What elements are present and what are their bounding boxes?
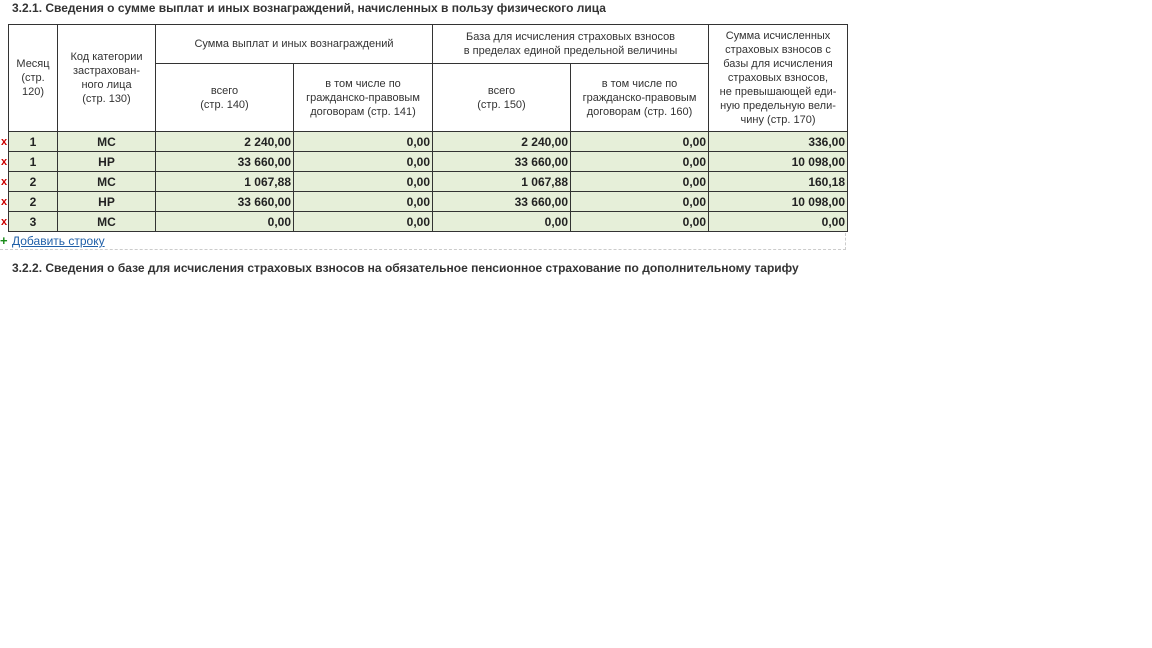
cell-category-code[interactable]: МС (58, 212, 156, 232)
cell-category-code[interactable]: НР (58, 152, 156, 172)
section-title-321: 3.2.1. Сведения о сумме выплат и иных вознаграждений, начисленных в пользу физического лица (12, 1, 606, 15)
add-row-bar (0, 233, 846, 250)
cell-payments-civil[interactable]: 0,00 (294, 132, 433, 152)
cell-category-code[interactable]: МС (58, 172, 156, 192)
cell-payments-civil[interactable]: 0,00 (294, 212, 433, 232)
header-base-total (433, 64, 571, 132)
cell-payments-civil[interactable]: 0,00 (294, 192, 433, 212)
cell-payments-civil[interactable]: 0,00 (294, 152, 433, 172)
delete-row-icon[interactable]: x (0, 136, 8, 148)
header-payments-civil (294, 64, 433, 132)
cell-payments-total[interactable]: 33 660,00 (156, 152, 294, 172)
cell-payments-total[interactable]: 1 067,88 (156, 172, 294, 192)
header-line: не превышающей еди- (719, 86, 837, 98)
header-line: в пределах единой предельной величины (463, 45, 678, 57)
header-base-group (433, 25, 709, 64)
cell-contributions[interactable]: 10 098,00 (709, 192, 848, 212)
table-row (9, 192, 848, 212)
header-line: гражданско-правовым (582, 91, 697, 104)
payments-table-container (8, 24, 848, 232)
header-line: Код категории (70, 51, 143, 63)
header-line: База для исчисления страховых взносов (465, 31, 676, 43)
cell-base-total[interactable]: 33 660,00 (433, 192, 571, 212)
cell-base-civil[interactable]: 0,00 (571, 172, 709, 192)
header-month (9, 25, 58, 132)
cell-base-civil[interactable]: 0,00 (571, 132, 709, 152)
cell-category-code[interactable]: НР (58, 192, 156, 212)
payments-table (8, 24, 848, 232)
cell-base-civil[interactable]: 0,00 (571, 152, 709, 172)
table-body (9, 132, 848, 232)
header-line: страховых взносов, (727, 72, 829, 84)
cell-base-civil[interactable]: 0,00 (571, 212, 709, 232)
header-line: базы для исчисления (723, 58, 833, 70)
header-payments-total (156, 64, 294, 132)
header-line: Сумма выплат и иных вознаграждений (194, 38, 394, 50)
cell-base-civil[interactable]: 0,00 (571, 192, 709, 212)
header-category-code (58, 25, 156, 132)
header-line: (стр. 150) (477, 98, 526, 111)
header-line: (стр. (21, 72, 45, 84)
header-line: ную предельную вели- (720, 100, 836, 112)
table-row (9, 132, 848, 152)
header-line: гражданско-правовым (306, 91, 420, 104)
header-line: договорам (стр. 141) (310, 105, 416, 118)
header-line: чину (стр. 170) (740, 114, 816, 126)
cell-month[interactable]: 1 (9, 152, 58, 172)
add-row-link[interactable]: Добавить строку (12, 234, 105, 248)
cell-category-code[interactable]: МС (58, 132, 156, 152)
plus-icon[interactable]: + (0, 233, 8, 248)
header-line: (стр. 130) (82, 93, 131, 105)
cell-contributions[interactable]: 336,00 (709, 132, 848, 152)
header-line: ного лица (81, 79, 132, 91)
header-line: 120) (21, 86, 45, 98)
cell-contributions[interactable]: 0,00 (709, 212, 848, 232)
cell-base-total[interactable]: 0,00 (433, 212, 571, 232)
header-line: (стр. 140) (200, 98, 249, 111)
header-line: в том числе по (601, 77, 678, 90)
cell-payments-civil[interactable]: 0,00 (294, 172, 433, 192)
table-row (9, 172, 848, 192)
delete-row-icon[interactable]: x (0, 156, 8, 168)
cell-base-total[interactable]: 33 660,00 (433, 152, 571, 172)
header-line: договорам (стр. 160) (586, 105, 693, 118)
cell-payments-total[interactable]: 0,00 (156, 212, 294, 232)
header-line: всего (487, 84, 516, 97)
cell-payments-total[interactable]: 33 660,00 (156, 192, 294, 212)
delete-row-icon[interactable]: x (0, 216, 8, 228)
cell-base-total[interactable]: 2 240,00 (433, 132, 571, 152)
cell-month[interactable]: 3 (9, 212, 58, 232)
header-line: в том числе по (325, 77, 401, 90)
table-row (9, 212, 848, 232)
header-line: Сумма исчисленных (725, 30, 831, 42)
cell-contributions[interactable]: 160,18 (709, 172, 848, 192)
cell-month[interactable]: 2 (9, 192, 58, 212)
cell-month[interactable]: 1 (9, 132, 58, 152)
header-contributions (709, 25, 848, 132)
delete-row-icon[interactable]: x (0, 176, 8, 188)
cell-payments-total[interactable]: 2 240,00 (156, 132, 294, 152)
section-title-322: 3.2.2. Сведения о базе для исчисления страховых взносов на обязательное пенсионное страхование по дополнительному тарифу (12, 261, 799, 275)
header-line: всего (210, 84, 239, 97)
cell-base-total[interactable]: 1 067,88 (433, 172, 571, 192)
header-line: застрахован- (72, 65, 140, 77)
table-row (9, 152, 848, 172)
header-line: страховых взносов с (725, 44, 831, 56)
delete-row-icon[interactable]: x (0, 196, 8, 208)
header-line: Месяц (16, 58, 50, 70)
header-base-civil (571, 64, 709, 132)
cell-month[interactable]: 2 (9, 172, 58, 192)
header-payments-group (156, 25, 433, 64)
cell-contributions[interactable]: 10 098,00 (709, 152, 848, 172)
